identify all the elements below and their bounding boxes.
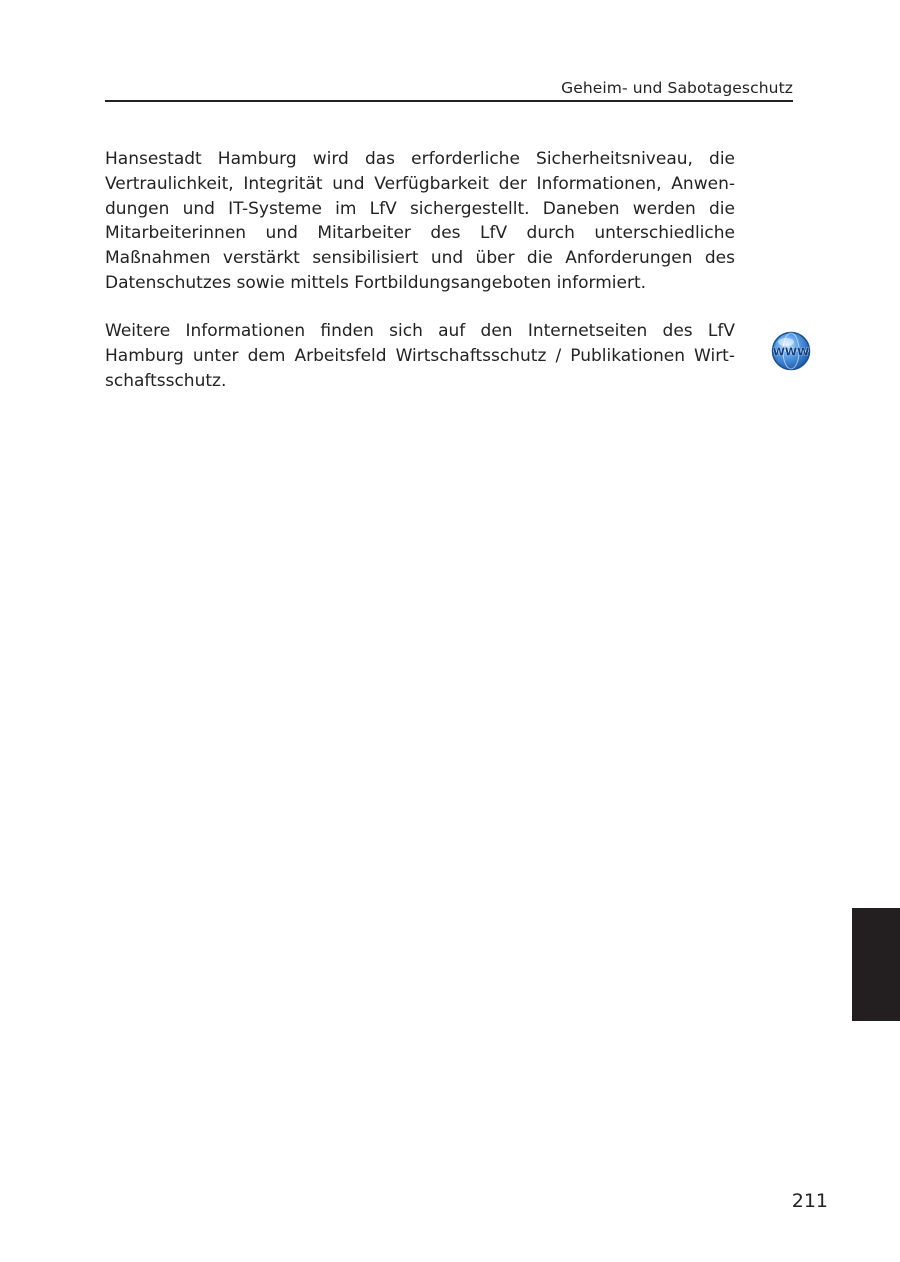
www-icon-label: WWW bbox=[772, 345, 810, 359]
running-header-title: Geheim- und Sabotageschutz bbox=[561, 79, 793, 97]
body-paragraph-2: Weitere Informationen finden sich auf den Internetseiten des LfV Hamburg unter dem Arbeitsfeld Wirtschaftsschutz / Publikationen Wirtschaftsschutz. bbox=[105, 321, 735, 391]
page-number: 211 bbox=[791, 1190, 828, 1212]
body-paragraph-1: Hansestadt Hamburg wird das erforderliche Sicherheitsniveau, die Vertraulichkeit, Integrität und Verfügbarkeit der Informationen, Anwendungen und IT-Systeme im LfV sichergestellt. Daneben werden die Mitarbeiterinnen und Mitarbeiter des LfV durch unterschiedliche Maßnahmen verstärkt sensibilisiert und über die Anforderungen des Datenschutzes sowie mittels Fortbildungsangeboten informiert. bbox=[105, 149, 735, 293]
running-header bbox=[105, 78, 793, 102]
chapter-thumb-tab bbox=[852, 908, 900, 1021]
www-globe-icon bbox=[771, 331, 811, 371]
